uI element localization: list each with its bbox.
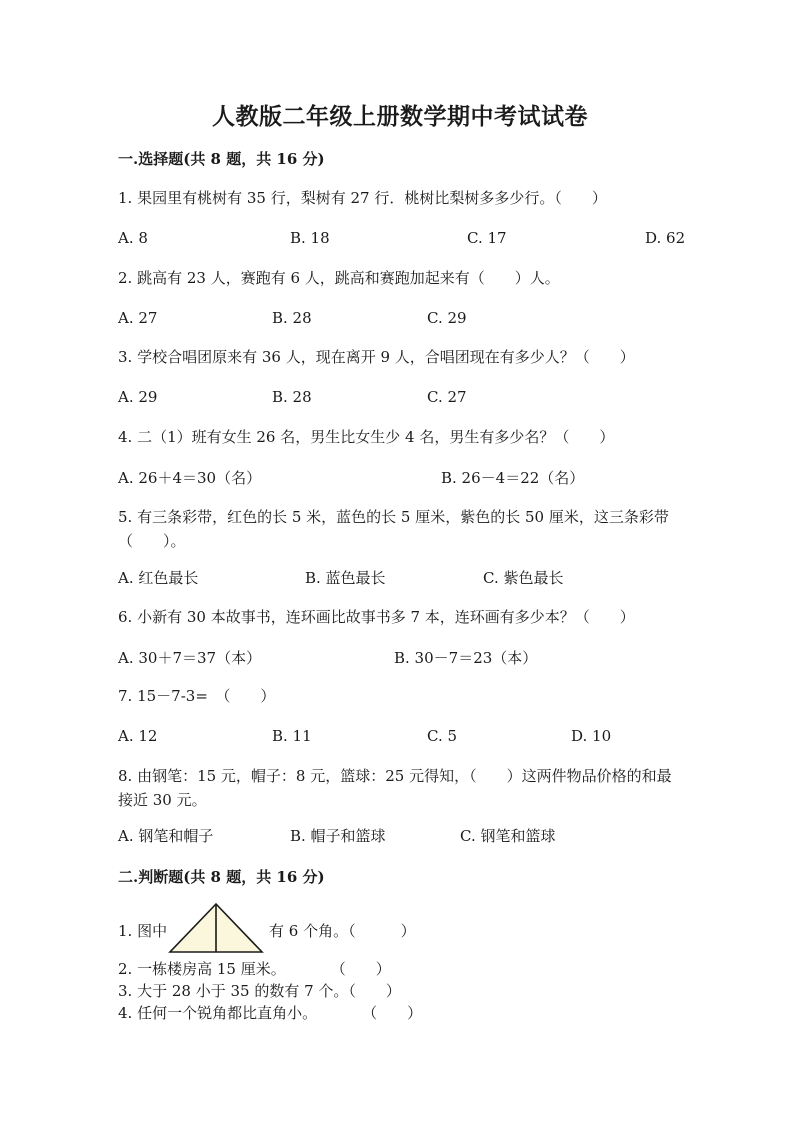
question-text: 有 6 个角。（ ） — [269, 922, 416, 940]
option: A. 27 — [118, 309, 158, 327]
option: B. 28 — [272, 388, 312, 406]
question-text: 7. 15－7-3= （ ） — [118, 687, 276, 705]
option: C. 5 — [427, 727, 458, 745]
question-text: 1. 果园里有桃树有 35 行，梨树有 27 行．桃树比梨树多多少行。（ ） — [118, 189, 607, 207]
page-title: 人教版二年级上册数学期中考试试卷 — [212, 103, 588, 130]
option: C. 27 — [427, 388, 467, 406]
option: B. 18 — [290, 229, 330, 247]
option: C. 29 — [427, 309, 467, 327]
triangle-figure — [168, 902, 266, 954]
option: B. 蓝色最长 — [305, 569, 386, 587]
option: A. 钢笔和帽子 — [118, 827, 214, 845]
option: B. 30－7＝23（本） — [394, 649, 538, 667]
section-heading-judgement: 二.判断题(共 8 题，共 16 分) — [118, 868, 325, 886]
option: A. 12 — [118, 727, 158, 745]
option: A. 26＋4＝30（名） — [118, 469, 262, 487]
option: A. 8 — [118, 229, 148, 247]
question-text: 2. 一栋楼房高 15 厘米。 （ ） — [118, 960, 391, 978]
option: C. 钢笔和篮球 — [460, 827, 556, 845]
option: A. 30＋7＝37（本） — [118, 649, 262, 667]
question-text: 6. 小新有 30 本故事书，连环画比故事书多 7 本，连环画有多少本？（ ） — [118, 608, 635, 626]
question-text: 2. 跳高有 23 人，赛跑有 6 人，跳高和赛跑加起来有（ ）人。 — [118, 269, 560, 287]
question-text: 8. 由钢笔：15 元，帽子：8 元，篮球：25 元得知，（ ）这两件物品价格的和最接近 30 元。 — [118, 767, 672, 809]
question-text: 1. 图中 — [118, 922, 168, 940]
question-text: 3. 大于 28 小于 35 的数有 7 个。（ ） — [118, 982, 401, 1000]
option: A. 29 — [118, 388, 158, 406]
option: B. 11 — [272, 727, 312, 745]
option: D. 10 — [571, 727, 612, 745]
question-text: 5. 有三条彩带，红色的长 5 米，蓝色的长 5 厘米，紫色的长 50 厘米，这三条彩带（ ）。 — [118, 508, 669, 550]
question-text: 3. 学校合唱团原来有 36 人，现在离开 9 人，合唱团现在有多少人？（ ） — [118, 348, 635, 366]
option: C. 17 — [467, 229, 507, 247]
question-text: 4. 任何一个锐角都比直角小。 （ ） — [118, 1004, 423, 1022]
option: C. 紫色最长 — [483, 569, 564, 587]
question-text: 4. 二（1）班有女生 26 名，男生比女生少 4 名，男生有多少名？（ ） — [118, 428, 615, 446]
option: B. 帽子和篮球 — [290, 827, 386, 845]
option: B. 28 — [272, 309, 312, 327]
option: A. 红色最长 — [118, 569, 199, 587]
section-heading-choice: 一.选择题(共 8 题，共 16 分) — [118, 150, 325, 168]
option: B. 26－4＝22（名） — [441, 469, 585, 487]
option: D. 62 — [645, 229, 686, 247]
